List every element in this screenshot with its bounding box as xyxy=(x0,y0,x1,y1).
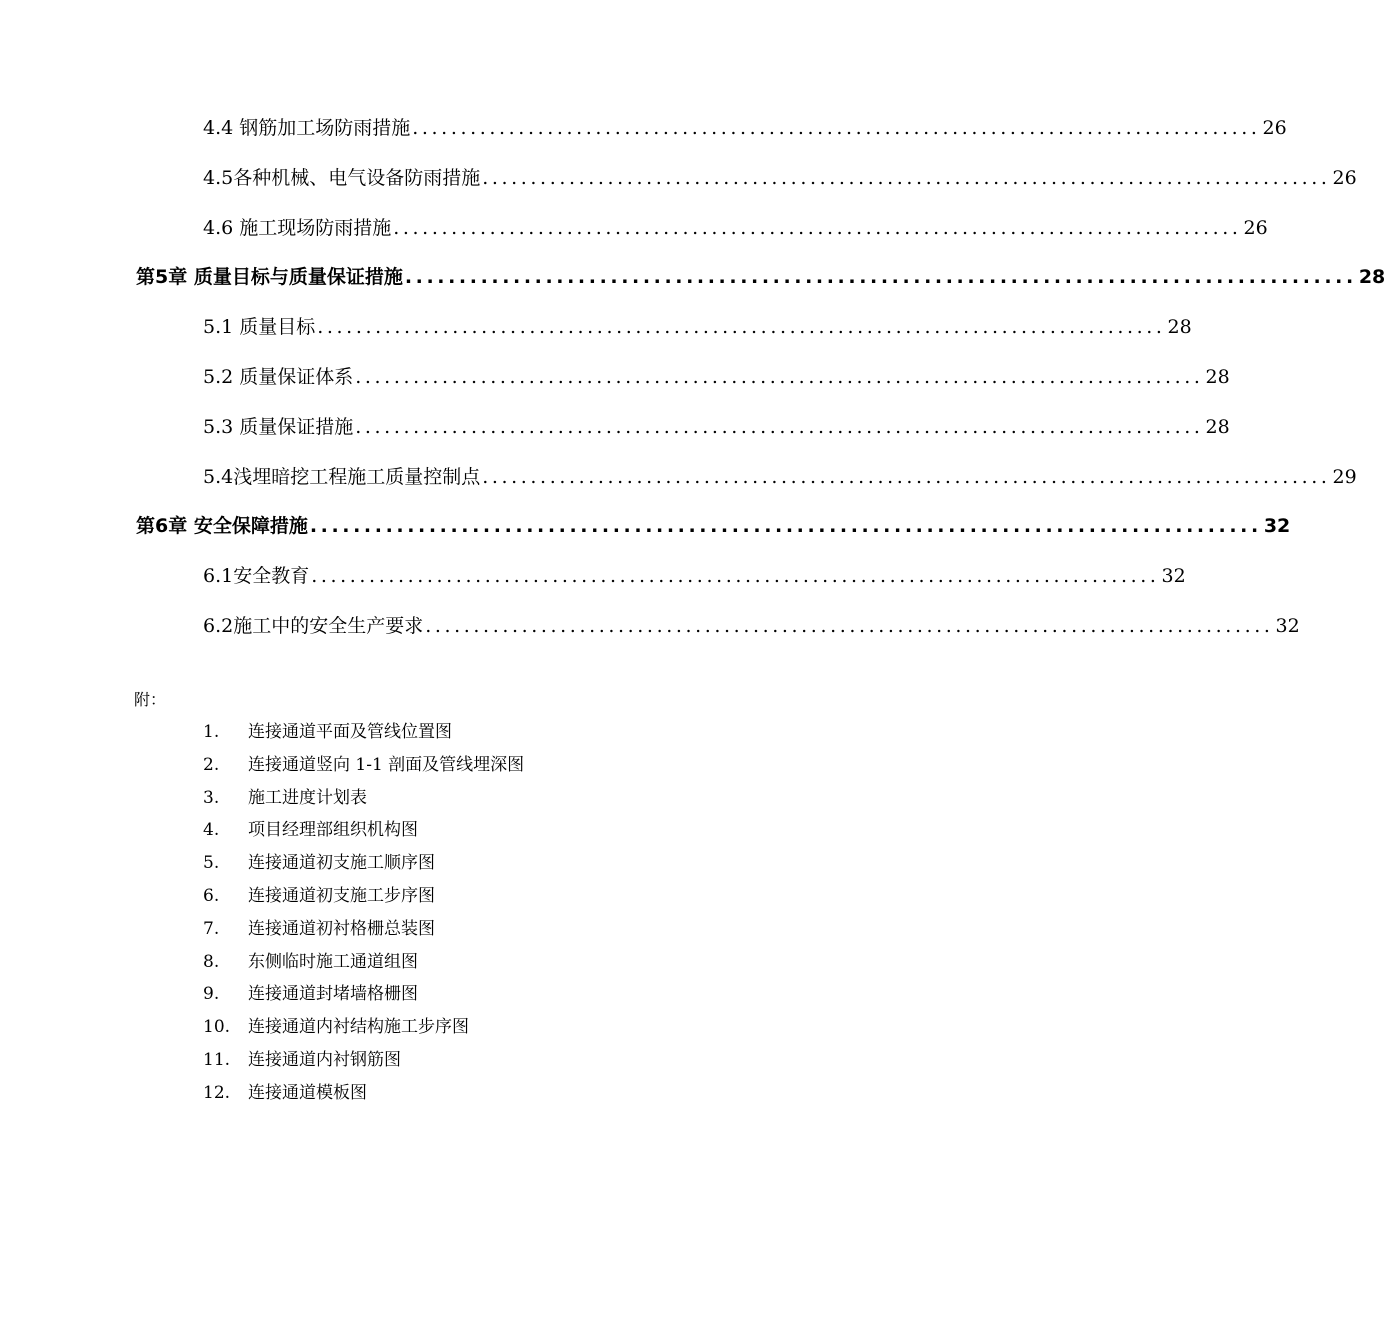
toc-leader-dots: ........................................................................................ xyxy=(393,217,1242,239)
toc-leader-dots: ........................................................................................ xyxy=(317,316,1166,338)
appendix-item-text: 项目经理部组织机构图 xyxy=(248,820,418,840)
appendix-item xyxy=(203,1048,401,1072)
toc-entry-title: 5.4浅埋暗挖工程施工质量控制点 xyxy=(203,466,481,488)
appendix-item-number: 2. xyxy=(203,755,220,775)
appendix-item xyxy=(203,1015,469,1039)
appendix-item-text: 连接通道初支施工顺序图 xyxy=(248,853,435,873)
toc-chapter-title: 第5章 质量目标与质量保证措施 xyxy=(136,266,403,288)
toc-leader-dots: ........................................................................................ xyxy=(482,466,1331,488)
appendix-item-text: 连接通道内衬结构施工步序图 xyxy=(248,1017,469,1037)
appendix-item-text: 连接通道平面及管线位置图 xyxy=(248,722,452,742)
toc-entry-page: 32 xyxy=(1275,615,1300,637)
appendix-item-text: 连接通道竖向 1-1 剖面及管线埋深图 xyxy=(248,755,525,775)
toc-chapter-page: 32 xyxy=(1263,515,1291,537)
appendix-item-text: 连接通道初衬格栅总装图 xyxy=(248,919,435,939)
toc-entry[interactable] xyxy=(203,213,1268,243)
appendix-item xyxy=(203,818,418,842)
toc-entry-page: 26 xyxy=(1243,217,1268,239)
appendix-item xyxy=(203,753,524,777)
toc-leader-dots: ........................................................................................ xyxy=(404,266,1357,288)
toc-entry-title: 4.6 施工现场防雨措施 xyxy=(203,217,392,239)
appendix-item-number: 7. xyxy=(203,919,220,939)
appendix-label: 附： xyxy=(134,690,167,709)
toc-chapter-entry[interactable] xyxy=(136,262,1385,292)
appendix-item-text: 东侧临时施工通道组图 xyxy=(248,952,418,972)
toc-entry[interactable] xyxy=(203,362,1230,392)
appendix-item xyxy=(203,851,435,875)
appendix-item-number: 8. xyxy=(203,952,220,972)
appendix-item xyxy=(203,786,367,810)
toc-entry[interactable] xyxy=(203,611,1300,641)
toc-leader-dots: ........................................................................................ xyxy=(482,167,1331,189)
appendix-item xyxy=(203,982,418,1006)
toc-entry[interactable] xyxy=(203,163,1357,193)
toc-chapter-entry[interactable] xyxy=(136,511,1291,541)
appendix-item-number: 1. xyxy=(203,722,220,742)
toc-entry-page: 29 xyxy=(1332,466,1357,488)
toc-leader-dots: ........................................................................................ xyxy=(355,366,1204,388)
toc-chapter-title: 第6章 安全保障措施 xyxy=(136,515,308,537)
appendix-item-number: 10. xyxy=(203,1017,231,1037)
appendix-item-number: 5. xyxy=(203,853,220,873)
appendix-item xyxy=(203,720,452,744)
toc-leader-dots: ........................................................................................ xyxy=(412,117,1261,139)
appendix-item-number: 12. xyxy=(203,1083,231,1103)
toc-entry[interactable] xyxy=(203,312,1192,342)
toc-entry-title: 5.3 质量保证措施 xyxy=(203,416,354,438)
toc-chapter-page: 28 xyxy=(1358,266,1385,288)
appendix-item-number: 11. xyxy=(203,1050,231,1070)
appendix-item-number: 6. xyxy=(203,886,220,906)
toc-entry-page: 28 xyxy=(1205,366,1230,388)
toc-entry[interactable] xyxy=(203,561,1186,591)
toc-entry-title: 6.1安全教育 xyxy=(203,565,310,587)
toc-leader-dots: ........................................................................................ xyxy=(425,615,1274,637)
appendix-item-text: 连接通道内衬钢筋图 xyxy=(248,1050,401,1070)
toc-entry-page: 28 xyxy=(1167,316,1192,338)
appendix-item-number: 4. xyxy=(203,820,220,840)
toc-entry-page: 26 xyxy=(1332,167,1357,189)
appendix-item-text: 连接通道初支施工步序图 xyxy=(248,886,435,906)
toc-entry-title: 6.2施工中的安全生产要求 xyxy=(203,615,424,637)
appendix-item-text: 施工进度计划表 xyxy=(248,788,367,808)
appendix-item xyxy=(203,950,418,974)
toc-entry[interactable] xyxy=(203,113,1287,143)
appendix-item-number: 9. xyxy=(203,984,220,1004)
appendix-item xyxy=(203,917,435,941)
toc-leader-dots: ........................................................................................ xyxy=(355,416,1204,438)
toc-leader-dots: ........................................................................................ xyxy=(309,515,1262,537)
toc-entry-title: 4.5各种机械、电气设备防雨措施 xyxy=(203,167,481,189)
toc-entry-page: 32 xyxy=(1161,565,1186,587)
toc-entry[interactable] xyxy=(203,462,1357,492)
appendix-item xyxy=(203,884,435,908)
appendix-item-text: 连接通道封堵墙格栅图 xyxy=(248,984,418,1004)
toc-entry-title: 5.2 质量保证体系 xyxy=(203,366,354,388)
appendix-item-number: 3. xyxy=(203,788,220,808)
toc-entry-title: 4.4 钢筋加工场防雨措施 xyxy=(203,117,411,139)
toc-entry-page: 26 xyxy=(1262,117,1287,139)
toc-entry-page: 28 xyxy=(1205,416,1230,438)
toc-entry-title: 5.1 质量目标 xyxy=(203,316,316,338)
toc-leader-dots: ........................................................................................ xyxy=(311,565,1160,587)
toc-entry[interactable] xyxy=(203,412,1230,442)
appendix-item xyxy=(203,1081,367,1105)
appendix-item-text: 连接通道模板图 xyxy=(248,1083,367,1103)
